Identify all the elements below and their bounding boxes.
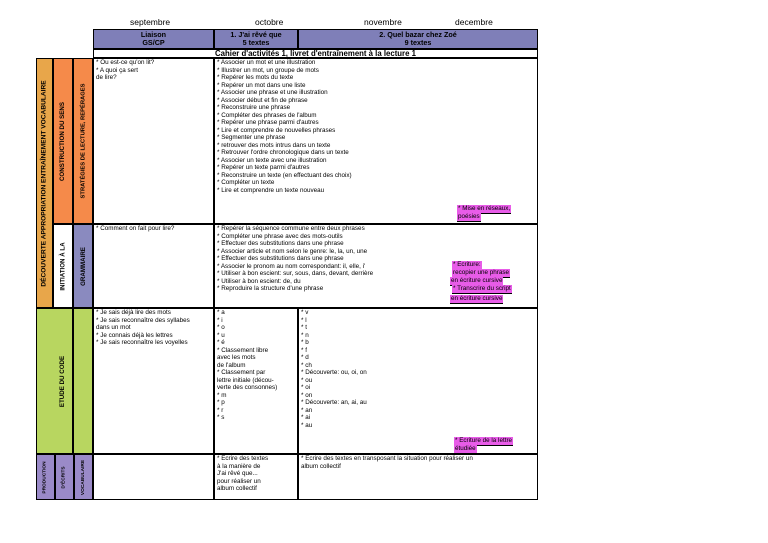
- text-line: * Ecrire des textes: [217, 455, 269, 462]
- cell-code-periode-1: [214, 308, 298, 454]
- text-line: * Segmenter une phrase: [217, 134, 286, 141]
- text-line: avec les mots: [217, 354, 256, 361]
- text-line: * r: [217, 406, 224, 414]
- text-line: * Ecrire des textes en transposant la situation pour réaliser un: [301, 455, 473, 462]
- side-construction: [53, 58, 73, 224]
- text-line: * oi: [301, 384, 311, 391]
- header-liaison: [93, 29, 214, 49]
- text-line: * a: [217, 309, 225, 316]
- text-line: * Repérer la séquence commune entre deux phrases: [217, 225, 365, 232]
- cell-production-periode-2: [298, 454, 538, 500]
- text-line: * Compléter une phrase avec des mots-outils: [217, 232, 343, 240]
- text-line: * Je sais déjà lire des mots: [96, 309, 171, 316]
- text-line: * A quoi ça sert: [96, 66, 139, 74]
- text-line: * au: [301, 421, 313, 429]
- text-line: * Retrouver l'ordre chronologique dans un texte: [217, 149, 349, 156]
- text-line: * i: [217, 316, 223, 324]
- text-line: * Associer article et nom selon le genre: le, la, un, une: [217, 247, 368, 255]
- text-line: * Illustrer un mot, un groupe de mots: [217, 66, 319, 74]
- side-strategies-label: STRATÉGIES DE LECTURE, REPÉRAGES: [80, 83, 87, 199]
- side-vocabulaire: [74, 454, 93, 500]
- text-line: à la manière de: [217, 462, 261, 470]
- text-line: lettre initiale (décou-: [217, 376, 274, 384]
- side-grammaire-label: GRAMMAIRE: [79, 246, 87, 286]
- text-line: * Repérer une phrase parmi d'autres: [217, 119, 319, 126]
- text-line: * Compléter un texte: [217, 179, 275, 186]
- cell-production-liaison: [93, 454, 214, 500]
- month-october: octobre: [255, 17, 284, 27]
- text-line: * Associer une phrase et une illustration: [217, 89, 328, 96]
- text-line: * s: [217, 414, 225, 421]
- text-line: * Associer le pronom au nom correspondant: il, elle, i': [217, 262, 366, 270]
- text-line: * an: [301, 406, 313, 414]
- text-line: * o: [217, 324, 225, 331]
- text-line: * d: [301, 354, 309, 361]
- text-line: * Ou est-ce qu'on lit?: [96, 59, 155, 66]
- note-mise-en-reseaux: * Mise en réseaux,: [458, 205, 511, 212]
- month-november: novembre: [364, 17, 402, 27]
- text-line: * Lire et comprendre de nouvelles phrases: [217, 126, 336, 134]
- text-line: * v: [301, 309, 309, 316]
- header-periode-1: [214, 29, 298, 49]
- text-line: * Classement libre: [217, 346, 269, 354]
- text-line: * Je sais reconnaître les voyelles: [96, 339, 188, 346]
- note-ecriture: * Ecriture:: [453, 261, 481, 268]
- text-line: * Associer un texte avec une illustration: [217, 156, 327, 164]
- text-line: * Utiliser à bon escient: sur, sous, dans, devant, derrière: [217, 270, 374, 277]
- side-ecrits: [55, 454, 74, 500]
- cell-code-liaison: [93, 308, 214, 454]
- text-line: * Associer début et fin de phrase: [217, 96, 308, 104]
- text-line: * Repérer les mots du texte: [217, 74, 294, 81]
- text-line: * Effectuer des substitutions dans une phrase: [217, 240, 344, 247]
- side-grammaire: [73, 224, 93, 308]
- cell-code-periode-2: [298, 308, 538, 454]
- header-periode-1-title: 1. J'ai rêvé que: [230, 30, 282, 39]
- month-september: septembre: [130, 17, 171, 27]
- text-line: * Compléter des phrases de l'album: [217, 111, 317, 119]
- side-etude: [53, 308, 73, 454]
- text-line: de l'album: [217, 361, 246, 369]
- header-cahier: Cahier d'activités 1, livret d'entraînement à la lecture 1: [93, 49, 538, 58]
- text-line: * l: [301, 316, 307, 324]
- header-periode-2-count: 9 textes: [404, 38, 432, 47]
- text-line: * Découverte: ou, oi, on: [301, 369, 367, 376]
- text-line: album collectif: [217, 485, 257, 492]
- note-ecriture-lettre: * Ecriture de la lettre: [455, 437, 513, 444]
- side-ecrits-label: D'ÉCRITS: [62, 465, 68, 489]
- cell-strategies-liaison: [93, 58, 214, 224]
- note-ecriture-cursive-1: en écriture cursive: [451, 277, 503, 284]
- text-line: J'ai rêvé que...: [217, 470, 258, 477]
- text-line: * Repérer un texte parmi d'autres: [217, 164, 310, 171]
- text-line: * f: [301, 346, 307, 354]
- side-strategies: [73, 58, 93, 224]
- text-line: * Lire et comprendre un texte nouveau: [217, 186, 325, 194]
- header-liaison-title: Liaison: [140, 30, 167, 39]
- header-liaison-level: GS/CP: [142, 38, 165, 47]
- note-ecriture-cursive-2: en écriture cursive: [451, 295, 503, 302]
- cell-production-periode-1: [214, 454, 298, 500]
- text-line: * n: [301, 331, 309, 339]
- side-main-decouverte: [36, 58, 53, 308]
- text-line: * b: [301, 339, 309, 346]
- text-line: * Repérer un mot dans une liste: [217, 81, 306, 89]
- text-line: pour réaliser un: [217, 477, 261, 485]
- note-recopier: recopier une phrase: [453, 269, 510, 276]
- text-line: * Utiliser à bon escient: de, du: [217, 277, 301, 285]
- side-production-label: PRODUCTION: [43, 460, 48, 494]
- text-line: * ai: [301, 414, 311, 421]
- text-line: * ch: [301, 361, 312, 369]
- text-line: * m: [217, 391, 227, 399]
- text-line: * Comment on fait pour lire?: [96, 225, 175, 232]
- side-initiation: [53, 224, 73, 308]
- header-periode-2-title: 2. Quel bazar chez Zoé: [379, 30, 457, 39]
- month-december: decembre: [455, 17, 493, 27]
- note-transcrire: * Transcrire du script: [453, 285, 511, 292]
- side-etude-label: ETUDE DU CODE: [59, 355, 67, 407]
- side-initiation-label: INITIATION À LA: [59, 241, 67, 291]
- side-construction-label: CONSTRUCTION DU SENS: [59, 101, 67, 181]
- side-etude-code: [73, 308, 93, 454]
- side-main-label: DÉCOUVERTE APPROPRIATION ENTRAÎNEMENT VOCABULAIRE: [41, 79, 48, 287]
- text-line: * on: [301, 391, 313, 399]
- text-line: * Reconstruire un texte (en effectuant des choix): [217, 171, 352, 179]
- side-vocabulaire-label: VOCABULAIRE: [81, 459, 86, 495]
- text-line: album collectif: [301, 462, 341, 470]
- side-production: [36, 454, 55, 500]
- header-periode-1-count: 5 textes: [242, 38, 270, 47]
- text-line: verte des consonnes): [217, 384, 278, 391]
- text-line: * Je connais déjà les lettres: [96, 331, 173, 339]
- text-line: * ou: [301, 376, 313, 384]
- text-line: * é: [217, 339, 225, 346]
- text-line: * Effectuer des substitutions dans une phrase: [217, 255, 344, 262]
- cell-strategies-periodes: [214, 58, 538, 224]
- text-line: * Classement par: [217, 369, 266, 376]
- text-line: * Je sais reconnaître des syllabes: [96, 316, 190, 324]
- cell-grammaire-liaison: [93, 224, 214, 308]
- text-line: * retrouver des mots intrus dans un texte: [217, 141, 331, 149]
- note-etudiee: étudiée: [455, 445, 476, 452]
- text-line: * t: [301, 324, 307, 331]
- text-line: dans un mot: [96, 324, 131, 331]
- text-line: * Reproduire la structure d'une phrase: [217, 285, 324, 292]
- text-line: * Reconstruire une phrase: [217, 104, 291, 111]
- text-line: * p: [217, 399, 225, 406]
- text-line: de lire?: [96, 74, 117, 81]
- text-line: * Découverte: an, ai, au: [301, 399, 367, 406]
- text-line: * Associer un mot et une illustration: [217, 59, 316, 66]
- text-line: * u: [217, 331, 225, 339]
- header-periode-2: [298, 29, 538, 49]
- note-poesies: poésies: [458, 213, 480, 220]
